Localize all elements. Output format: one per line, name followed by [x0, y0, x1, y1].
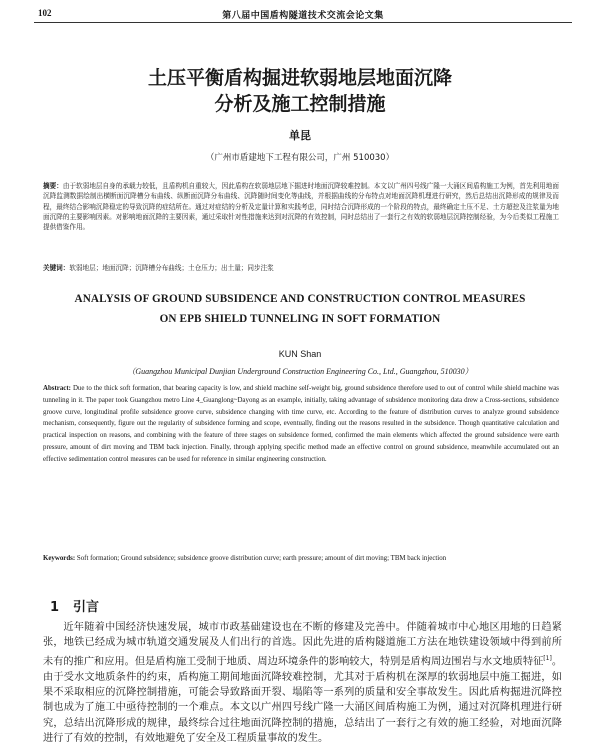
- english-author: KUN Shan: [278, 349, 322, 359]
- chinese-title-line-2: 分析及施工控制措施: [214, 93, 386, 115]
- english-title-line-1: ANALYSIS OF GROUND SUBSIDENCE AND CONSTRUCTION CONTROL MEASURES: [74, 293, 526, 305]
- english-keywords-text: Soft formation; Ground subsidence; subsidence groove distribution curve; earth pressure; amount of dirt moving; TBM back injection: [76, 555, 447, 562]
- chinese-abstract-text: 由于软弱地层自身的承载力较低，且盾构机自重较大，因此盾构在软弱地层地下掘进时地面沉降较难控制。本文以广州四号线广隆一大涌区间盾构施工为例，首先利用地面沉降监测数据绘制出横断面沉降槽分布曲线、纵断面沉降分布曲线、沉降随时间变化等曲线，并根据曲线的分布特点对地面沉降机理进行研究，然后总结出沉降形成的规律及而程，最终结合影响沉降稳定的导致沉降的症结所在。通过对症结的分析及定量计算和实践考虑，同时结合沉降形成的一个阶段的特点，最终确定土压不足、土方超挖及注浆量为地面沉降的主要影响因素。对影响地面沉降的主要因素，通过采取针对性措施来达到对沉降的有效控制，同时总结出了一套行之有效的软弱地层沉降控制经验，为今后类似工程施工提供借鉴作用。: [43, 182, 560, 232]
- reference-marker: [1]: [543, 654, 552, 662]
- running-header: [34, 8, 572, 23]
- page-number: 102: [38, 8, 52, 18]
- introduction-paragraph: [43, 620, 562, 747]
- english-affiliation: （Guangzhou Municipal Dunjian Underground Construction Engineering Co., Ltd., Guangzhou, 510030）: [127, 367, 473, 376]
- english-keywords: [43, 553, 559, 565]
- chinese-affiliation: （广州市盾建地下工程有限公司，广州 510030）: [205, 153, 395, 163]
- section-number: 1: [50, 600, 60, 615]
- paragraph-text-part-2: 。由于受水文地质条件的约束，盾构施工期间地面沉降较难控制，尤其对于盾构机在深厚的软弱地层中施工掘进，如果不采取相应的沉降控制措施，可能会导致路面开裂、塌陷等一系列的质量和安全事故发生。因此盾构掘进沉降控制也成为了施工中亟待控制的一个难点。本文以广州四号线广隆一大涌区间盾构施工为例，通过对沉降机理进行研究，总结出沉降形成的规律，最终综合过往地面沉降控制的措施，总结出了一套行之有效的施工经验，对地面沉降进行了有效的控制，有效地避免了安全及工程质量事故的发生。: [43, 656, 563, 745]
- section-heading: [50, 596, 99, 615]
- section-title: 引言: [73, 600, 100, 615]
- english-keywords-label: Keywords:: [43, 555, 76, 562]
- english-abstract-text: Due to the thick soft formation, that bearing capacity is low, and shield machine self-weight big, ground subsidence therefore used to out of control while shield machine was tunneling in it. The paper took Guangzhou metro Line 4_Guanglong~Dayong as an example, initially, taking advantage of subsidence monitoring data drew a Cross-sections, subsidence groove curve, longitudinal profile subsidence groove curve, subsidence changing with time curve, etc. According to the feature of distribution curves to analyze ground subsidence mechanism, consequently, figure out the regularity of subsidence forming and scope, eventually, finding out the reasons resulted in the subsidence. Though quantitative calculation and practical inspection on reasons, and combining with the feature of three stages on subsidence formed, confirmed the main elements which affected the ground subsidence were earth pressure, amount of dirt moving and TBM back injection. Finally, through applying specific method made an effective control on ground subsidence, meanwhile accumulated out an effective sedimentation control measures can be used for reference in similar engineering construction.: [43, 385, 559, 463]
- english-abstract-label: Abstract:: [43, 385, 71, 392]
- chinese-keywords: [43, 263, 559, 273]
- chinese-author: 单昆: [289, 129, 311, 142]
- chinese-keywords-text: 软弱地层；地面沉降；沉降槽分布曲线；土仓压力；出土量；同步注浆: [69, 264, 274, 272]
- english-title-line-2: ON EPB SHIELD TUNNELING IN SOFT FORMATION: [159, 313, 441, 325]
- chinese-abstract-label: 摘要：: [43, 182, 63, 190]
- chinese-title-line-1: 土压平衡盾构掘进软弱地层地面沉降: [147, 67, 452, 89]
- paragraph-text-part-1: 近年随着中国经济快速发展，城市市政基础建设也在不断的修建及完善中。伴随着城市中心地区用地的日趋紧张，地铁已经成为城市轨道交通发展及人们出行的首选。因此先进的盾构隧道施工方法在地铁建设领域中得到前所未有的推广和应用。但是盾构施工受制于地质、周边环境条件的影响较大，特别是盾构周边围岩与水文地质特征: [43, 622, 562, 668]
- english-abstract: [43, 383, 559, 466]
- journal-name: 第八届中国盾构隧道技术交流会论文集: [222, 11, 384, 21]
- chinese-abstract: [43, 181, 559, 232]
- chinese-keywords-label: 关键词：: [43, 264, 70, 272]
